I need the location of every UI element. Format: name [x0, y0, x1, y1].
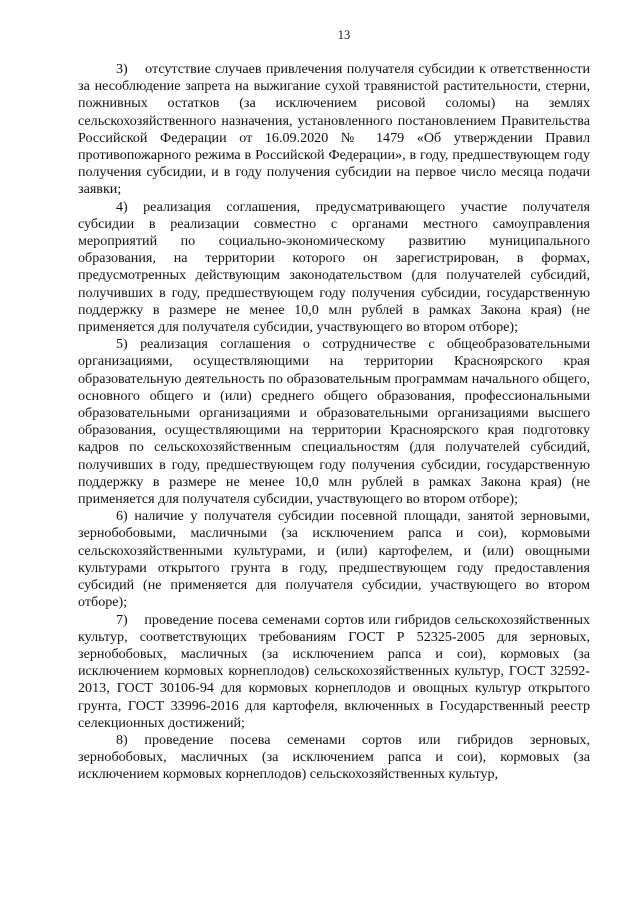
paragraph-item-7: 7) проведение посева семенами сортов или гибридов сельскохозяйственных культур, соответствующих требованиям ГОСТ Р 52325-2005 для зерновых, зернобобовых, масличных (за исключением рапса и сои), кормовых (за исключением кормовых корнеплодов) сельскохозяйственных культур, ГОСТ 32592-2013, ГОСТ 30106-94 для кормовых корнеплодов и овощных культур открытого грунта, ГОСТ 33996-2016 для картофеля, включенных в Государственный реестр селекционных достижений; [78, 611, 590, 731]
paragraph-item-6: 6) наличие у получателя субсидии посевной площади, занятой зерновыми, зернобобовыми, масличными (за исключением рапса и сои), кормовыми сельскохозяйственными культурами, и (или) картофелем, и (или) овощными культурами открытого грунта в году, предшествующем году предоставления субсидий (не применяется для получателя субсидии, участвующего во втором отборе); [78, 508, 590, 611]
paragraph-item-8: 8) проведение посева семенами сортов или гибридов зерновых, зернобобовых, масличных (за исключением рапса и сои), кормовых (за исключением кормовых корнеплодов) сельскохозяйственных культур, [78, 731, 590, 783]
page-number: 13 [337, 28, 351, 42]
paragraph-item-5: 5) реализация соглашения о сотрудничестве с общеобразовательными организациями, осуществляющими на территории Красноярского края образовательную деятельность по образовательным программам начального общего, основного общего и (или) среднего общего образования, профессиональными образовательными организациями и образовательными организациями высшего образования, осуществляющими на территории Красноярского края подготовку кадров по сельскохозяйственным специальностям (для получателей субсидий, получивших в году, предшествующем году получения субсидии, государственную поддержку в размере не менее 10,0 млн рублей в рамках Закона края) (не применяется для получателя субсидии, участвующего во втором отборе); [78, 336, 590, 508]
paragraph-item-3: 3) отсутствие случаев привлечения получателя субсидии к ответственности за несоблюдение запрета на выжигание сухой травянистой растительности, стерни, пожнивных остатков (за исключением рисовой соломы) на землях сельскохозяйственного назначения, установленного постановлением Правительства Российской Федерации от 16.09.2020 № 1479 «Об утверждении Правил противопожарного режима в Российской Федерации», в году, предшествующем году получения субсидии, и в году получения субсидии на первое число месяца подачи заявки; [78, 61, 590, 198]
paragraph-item-4: 4) реализация соглашения, предусматривающего участие получателя субсидии в реализации совместно с органами местного самоуправления мероприятий по социально-экономическому развитию муниципального образования, на территории которого он зарегистрирован, в формах, предусмотренных действующим законодательством (для получателей субсидий, получивших в году, предшествующем году получения субсидии, государственную поддержку в размере не менее 10,0 млн рублей в рамках Закона края) (не применяется для получателя субсидии, участвующего во втором отборе); [78, 198, 590, 336]
